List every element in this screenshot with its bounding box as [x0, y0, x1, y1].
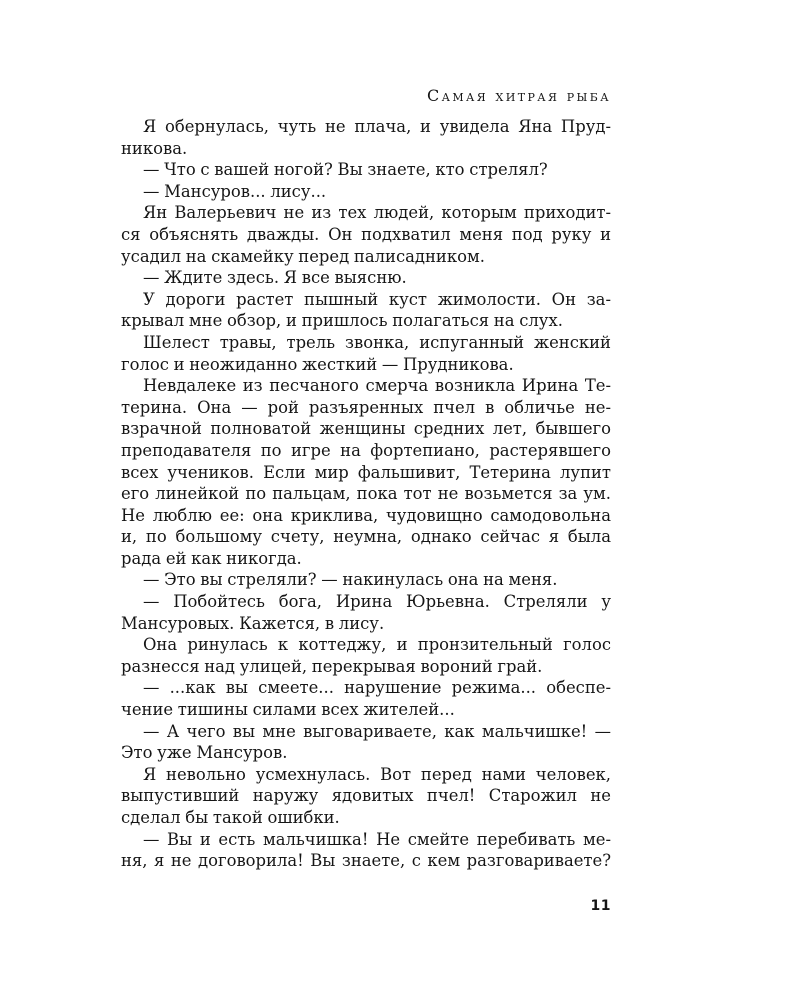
- text-line: голос и неожиданно жесткий — Прудникова.: [121, 354, 514, 374]
- text-line: Ян Валерьевич не из тех людей, которым приходит-: [143, 203, 611, 223]
- text-line: разнесся над улицей, перекрывая вороний грай.: [121, 656, 543, 676]
- text-line: его линейкой по пальцам, пока тот не возьмется за ум.: [121, 484, 611, 504]
- text-line: сделал бы такой ошибки.: [121, 808, 340, 827]
- page-number: 11: [590, 898, 611, 914]
- text-line: чение тишины силами всех жителей...: [121, 700, 455, 720]
- text-line: — Вы и есть мальчишка! Не смейте перебивать ме-: [143, 829, 611, 849]
- text-line: никова.: [121, 138, 188, 158]
- text-line: — Что с вашей ногой? Вы знаете, кто стрелял?: [143, 160, 548, 180]
- text-line: взрачной полноватой женщины средних лет, бывшего: [121, 419, 611, 439]
- text-line: Мансуровых. Кажется, в лису.: [121, 613, 385, 633]
- text-line: — Побойтесь бога, Ирина Юрьевна. Стреляли у: [143, 592, 611, 612]
- text-line: ня, я не договорила! Вы знаете, с кем разговариваете?: [121, 851, 611, 871]
- text-line: всех учеников. Если мир фальшивит, Тетерина лупит: [121, 462, 611, 482]
- body-text: [121, 116, 611, 872]
- text-line: преподавателя по игре на фортепиано, растерявшего: [121, 440, 611, 460]
- text-line: Невдалеке из песчаного смерча возникла Ирина Те-: [143, 376, 611, 396]
- text-line: и, по большому счету, неумна, однако сейчас я была: [121, 527, 611, 547]
- text-line: Не люблю ее: она криклива, чудовищно самодовольна: [121, 505, 611, 525]
- text-line: рада ей как никогда.: [121, 548, 302, 568]
- text-line: — Мансуров... лису...: [143, 181, 327, 201]
- text-line: ся объяснять дважды. Он подхватил меня под руку и: [121, 224, 611, 244]
- text-line: — Это вы стреляли? — накинулась она на меня.: [143, 570, 558, 590]
- text-line: Я невольно усмехнулась. Вот перед нами человек,: [143, 764, 611, 784]
- text-line: усадил на скамейку перед палисадником.: [121, 246, 485, 266]
- text-line: Она ринулась к коттеджу, и пронзительный голос: [143, 635, 611, 655]
- text-line: — Ждите здесь. Я все выясню.: [143, 268, 407, 288]
- text-line: крывал мне обзор, и пришлось полагаться на слух.: [121, 311, 563, 331]
- text-line: — ...как вы смеете... нарушение режима... обеспе-: [143, 678, 611, 698]
- text-line: выпустивший наружу ядовитых пчел! Старожил не: [121, 786, 611, 806]
- text-line: Я обернулась, чуть не плача, и увидела Яна Пруд-: [143, 117, 611, 136]
- text-line: У дороги растет пышный куст жимолости. Он за-: [143, 289, 611, 309]
- text-line: терина. Она — рой разъяренных пчел в обличье не-: [121, 397, 611, 417]
- running-header: Самая хитрая рыба: [426, 86, 611, 105]
- text-line: Это уже Мансуров.: [121, 743, 288, 763]
- text-line: — А чего вы мне выговариваете, как мальчишке! —: [143, 721, 611, 741]
- text-line: Шелест травы, трель звонка, испуганный женский: [143, 332, 611, 352]
